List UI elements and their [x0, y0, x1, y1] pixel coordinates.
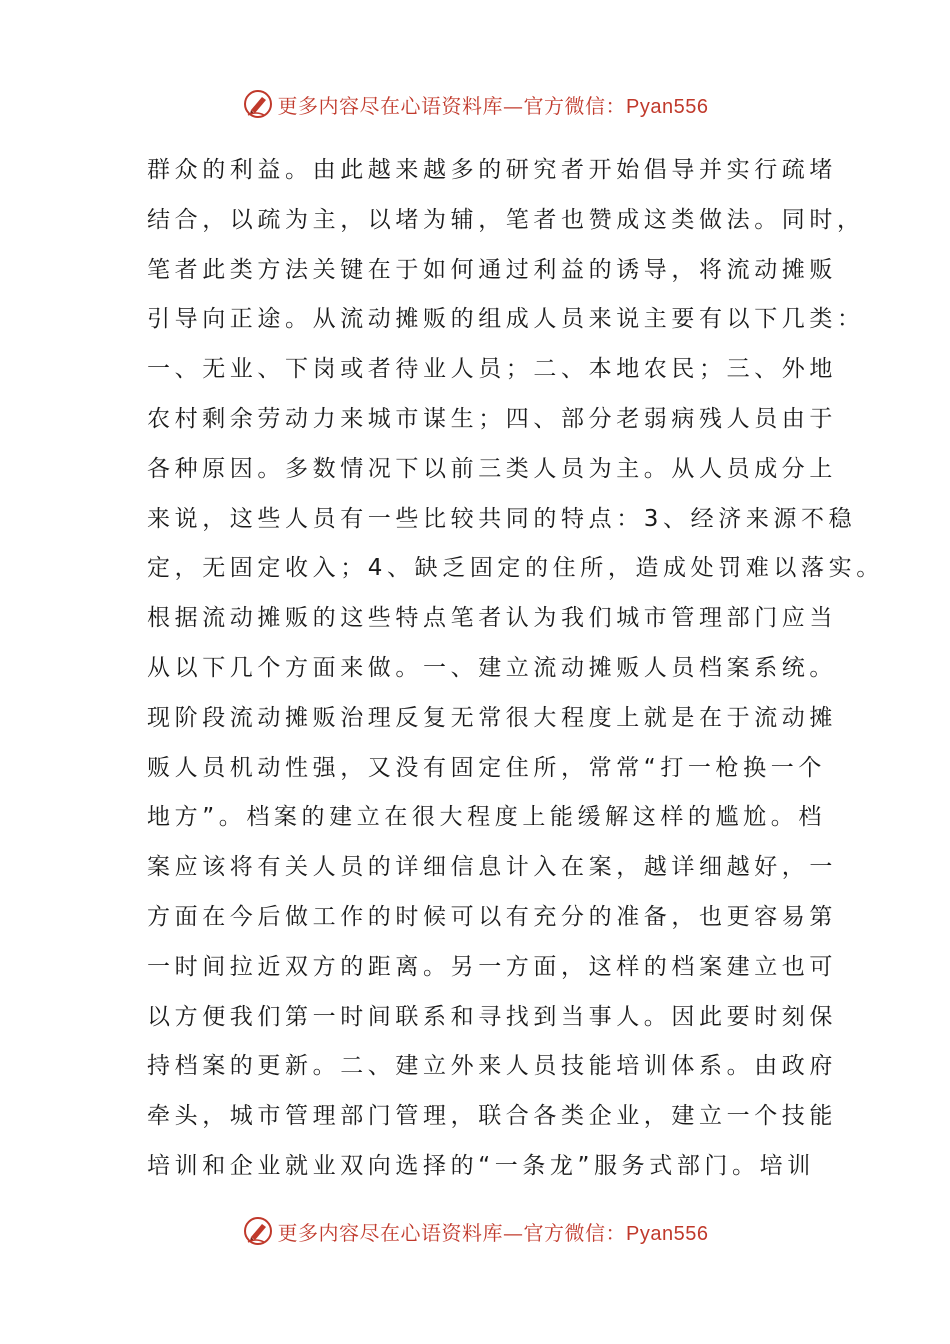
body-line: 培训和企业就业双向选择的“一条龙”服务式部门。培训 — [147, 1152, 815, 1179]
body-line: 引导向正途。从流动摊贩的组成人员来说主要有以下几类： — [147, 306, 865, 333]
header-wechat-id: Pyan556 — [626, 95, 709, 118]
header-banner-text — [278, 90, 709, 119]
footer-dash: — — [503, 1220, 524, 1245]
footer-wechat-id: Pyan556 — [626, 1222, 709, 1245]
body-line: 方面在今后做工作的时候可以有充分的准备，也更容易第 — [147, 903, 837, 930]
header-site-text: 更多内容尽在心语资料库 — [277, 93, 504, 118]
body-line: 现阶段流动摊贩治理反复无常很大程度上就是在于流动摊 — [147, 704, 837, 731]
body-line: 贩人员机动性强，又没有固定住所，常常“打一枪换一个 — [147, 754, 826, 781]
footer-banner-text — [278, 1217, 709, 1246]
footer-banner-inner — [242, 1215, 709, 1247]
body-line: 一、无业、下岗或者待业人员；二、本地农民；三、外地 — [147, 356, 837, 383]
body-line: 持档案的更新。二、建立外来人员技能培训体系。由政府 — [147, 1053, 837, 1080]
body-line: 农村剩余劳动力来城市谋生；四、部分老弱病残人员由于 — [147, 405, 837, 432]
body-line: 以方便我们第一时间联系和寻找到当事人。因此要时刻保 — [147, 1003, 837, 1030]
body-line: 案应该将有关人员的详细信息计入在案，越详细越好，一 — [147, 854, 837, 881]
header-banner — [0, 84, 950, 124]
body-line: 一时间拉近双方的距离。另一方面，这样的档案建立也可 — [147, 953, 837, 980]
footer-site-text: 更多内容尽在心语资料库 — [277, 1220, 504, 1245]
body-line: 来说，这些人员有一些比较共同的特点：3、经济来源不稳 — [147, 505, 857, 532]
body-line: 根据流动摊贩的这些特点笔者认为我们城市管理部门应当 — [147, 605, 837, 632]
body-line: 牵头，城市管理部门管理，联合各类企业，建立一个技能 — [147, 1103, 837, 1130]
header-dash: — — [503, 93, 524, 118]
body-line: 从以下几个方面来做。一、建立流动摊贩人员档案系统。 — [147, 654, 837, 681]
document-body — [147, 146, 884, 1192]
body-line: 地方”。档案的建立在很大程度上能缓解这样的尴尬。档 — [147, 804, 826, 831]
body-line: 群众的利益。由此越来越多的研究者开始倡导并实行疏堵 — [147, 157, 837, 183]
body-line: 各种原因。多数情况下以前三类人员为主。从人员成分上 — [147, 455, 837, 482]
header-wechat-label: 官方微信： — [523, 93, 627, 118]
pen-logo-icon — [242, 1215, 274, 1247]
body-line: 结合，以疏为主，以堵为辅，笔者也赞成这类做法。同时， — [147, 206, 865, 233]
pen-logo-icon — [242, 88, 274, 120]
header-banner-inner — [242, 88, 709, 120]
footer-banner — [0, 1211, 950, 1251]
body-line: 笔者此类方法关键在于如何通过利益的诱导，将流动摊贩 — [147, 256, 837, 283]
body-line: 定，无固定收入；4、缺乏固定的住所，造成处罚难以落实。 — [147, 555, 884, 582]
footer-wechat-label: 官方微信： — [523, 1220, 627, 1245]
